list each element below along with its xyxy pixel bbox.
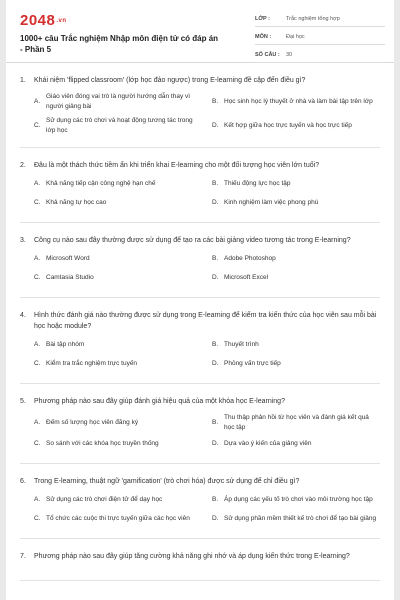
option-text: Giáo viên đóng vai trò là người hướng dẫn thay vì người giảng bài bbox=[46, 93, 191, 110]
option-text: Đếm số lượng học viên đăng ký bbox=[46, 418, 139, 426]
option-letter: A. bbox=[34, 255, 41, 263]
question-text bbox=[20, 75, 380, 86]
question-number: 4. bbox=[20, 312, 26, 319]
document-page bbox=[6, 0, 394, 600]
question-body: Phương pháp nào sau đây giúp đánh giá hiệu quả của một khóa học E-learning? bbox=[34, 398, 285, 405]
option-letter: D. bbox=[212, 199, 219, 207]
option-text: Adobe Photoshop bbox=[224, 255, 276, 263]
answer-option-a[interactable] bbox=[34, 493, 202, 507]
answer-options bbox=[20, 177, 380, 210]
question-5 bbox=[20, 396, 380, 464]
option-letter: A. bbox=[34, 341, 41, 349]
option-text: Bài tập nhóm bbox=[46, 341, 85, 349]
question-body: Khái niệm 'flipped classroom' (lớp học đảo ngược) trong E-learning đề cập đến điều gì? bbox=[34, 77, 306, 84]
question-body: Công cụ nào sau đây thường được sử dụng để tạo ra các bài giảng video tương tác trong E-learning? bbox=[34, 237, 351, 244]
meta-subject bbox=[255, 30, 385, 45]
option-text: Khả năng tự học cao bbox=[46, 199, 107, 207]
question-4 bbox=[20, 310, 380, 384]
option-text: Kết hợp giữa học trực tuyến và học trực tiếp bbox=[224, 121, 352, 129]
meta-label: LỚP : bbox=[255, 16, 270, 22]
option-letter: D. bbox=[212, 274, 219, 282]
question-7 bbox=[20, 551, 380, 581]
question-body: Đâu là một thách thức tiềm ẩn khi triển khai E-learning cho một đối tượng học viên lớn tuổi? bbox=[34, 162, 320, 169]
question-text bbox=[20, 396, 380, 407]
option-text: Microsoft Excel bbox=[224, 274, 269, 282]
option-text: Sử dụng các trò chơi và hoạt động tương tác trong lớp học bbox=[46, 117, 193, 134]
meta-count bbox=[255, 48, 385, 63]
answer-option-a[interactable] bbox=[34, 338, 202, 352]
option-text: Microsoft Word bbox=[46, 255, 90, 263]
question-list bbox=[6, 63, 394, 581]
option-letter: A. bbox=[34, 418, 41, 426]
answer-option-d[interactable] bbox=[212, 437, 380, 451]
option-letter: B. bbox=[212, 97, 219, 105]
question-number: 1. bbox=[20, 77, 26, 84]
answer-options bbox=[20, 338, 380, 371]
answer-options bbox=[20, 413, 380, 451]
answer-option-b[interactable] bbox=[212, 252, 380, 266]
meta-class bbox=[255, 12, 385, 27]
meta-value: 30 bbox=[286, 52, 293, 58]
option-text: Sử dụng phần mềm thiết kế trò chơi để tạo bài giảng bbox=[224, 515, 377, 523]
option-text: Thiếu động lực học tập bbox=[224, 180, 291, 188]
option-letter: D. bbox=[212, 440, 219, 448]
question-1 bbox=[20, 75, 380, 148]
question-3 bbox=[20, 235, 380, 298]
option-letter: C. bbox=[34, 440, 41, 448]
option-letter: B. bbox=[212, 180, 219, 188]
option-text: Dựa vào ý kiến của giảng viên bbox=[224, 440, 312, 448]
answer-option-b[interactable] bbox=[212, 92, 380, 111]
answer-option-d[interactable] bbox=[212, 271, 380, 285]
question-number: 7. bbox=[20, 553, 26, 560]
question-text bbox=[20, 235, 380, 246]
option-letter: C. bbox=[34, 274, 41, 282]
option-text: Camtasia Studio bbox=[46, 274, 94, 282]
answer-options bbox=[20, 252, 380, 285]
meta-value: Đại học bbox=[286, 34, 305, 40]
question-6 bbox=[20, 476, 380, 539]
question-number: 5. bbox=[20, 398, 26, 405]
option-letter: A. bbox=[34, 97, 41, 105]
option-text: Khả năng tiếp cận công nghệ hạn chế bbox=[46, 180, 156, 188]
answer-option-a[interactable] bbox=[34, 92, 202, 111]
answer-option-c[interactable] bbox=[34, 512, 202, 526]
option-letter: A. bbox=[34, 496, 41, 504]
option-letter: A. bbox=[34, 180, 41, 188]
question-text bbox=[20, 160, 380, 171]
option-text: Kiểm tra trắc nghiệm trực tuyến bbox=[46, 360, 138, 368]
option-text: Kinh nghiệm làm việc phong phú bbox=[224, 199, 319, 207]
answer-option-b[interactable] bbox=[212, 493, 380, 507]
question-text bbox=[20, 551, 380, 562]
answer-option-d[interactable] bbox=[212, 512, 380, 526]
option-text: So sánh với các khóa học truyền thống bbox=[46, 440, 159, 448]
option-letter: C. bbox=[34, 199, 41, 207]
answer-option-b[interactable] bbox=[212, 338, 380, 352]
answer-option-c[interactable] bbox=[34, 196, 202, 210]
option-letter: B. bbox=[212, 496, 219, 504]
option-text: Thuyết trình bbox=[224, 341, 259, 349]
option-text: Sử dụng các trò chơi điện tử để dạy học bbox=[46, 496, 163, 504]
meta-label: MÔN : bbox=[255, 34, 272, 40]
answer-option-b[interactable] bbox=[212, 177, 380, 191]
answer-option-a[interactable] bbox=[34, 413, 202, 432]
option-text: Tổ chức các cuộc thi trực tuyến giữa các học viên bbox=[46, 515, 190, 523]
option-letter: C. bbox=[34, 121, 41, 129]
question-body: Phương pháp nào sau đây giúp tăng cường khả năng ghi nhớ và áp dụng kiến thức trong E-learning? bbox=[34, 553, 350, 560]
site-logo[interactable]: 2048.vn bbox=[20, 12, 67, 29]
answer-option-d[interactable] bbox=[212, 116, 380, 135]
question-number: 3. bbox=[20, 237, 26, 244]
answer-option-a[interactable] bbox=[34, 177, 202, 191]
answer-option-d[interactable] bbox=[212, 196, 380, 210]
option-letter: B. bbox=[212, 255, 219, 263]
option-letter: D. bbox=[212, 515, 219, 523]
document-header bbox=[6, 0, 394, 63]
answer-option-c[interactable] bbox=[34, 357, 202, 371]
option-text: Áp dụng các yếu tố trò chơi vào môi trường học tập bbox=[224, 496, 373, 504]
option-text: Thu thập phản hồi từ học viên và đánh giá kết quả học tập bbox=[224, 414, 369, 431]
answer-option-c[interactable] bbox=[34, 271, 202, 285]
question-body: Hình thức đánh giá nào thường được sử dụng trong E-learning để kiểm tra kiến thức của học viên sau mỗi bài học hoặc module? bbox=[34, 312, 377, 330]
meta-label: SỐ CÂU : bbox=[255, 52, 280, 58]
answer-option-c[interactable] bbox=[34, 437, 202, 451]
question-2 bbox=[20, 160, 380, 223]
option-text: Học sinh học lý thuyết ở nhà và làm bài tập trên lớp bbox=[224, 97, 373, 105]
option-letter: D. bbox=[212, 121, 219, 129]
answer-options bbox=[20, 92, 380, 135]
answer-option-c[interactable] bbox=[34, 116, 202, 135]
question-number: 6. bbox=[20, 478, 26, 485]
document-title: 1000+ câu Trắc nghiệm Nhập môn điện tử có đáp án - Phần 5 bbox=[20, 34, 219, 54]
question-text bbox=[20, 476, 380, 487]
option-letter: B. bbox=[212, 341, 219, 349]
option-letter: C. bbox=[34, 515, 41, 523]
question-number: 2. bbox=[20, 162, 26, 169]
document-meta bbox=[255, 12, 385, 66]
question-body: Trong E-learning, thuật ngữ 'gamification' (trò chơi hóa) được sử dụng để chỉ điều gì? bbox=[34, 478, 300, 485]
option-text: Phỏng vấn trực tiếp bbox=[224, 360, 281, 368]
meta-value: Trắc nghiệm tổng hợp bbox=[286, 16, 340, 22]
answer-option-d[interactable] bbox=[212, 357, 380, 371]
answer-option-a[interactable] bbox=[34, 252, 202, 266]
answer-option-b[interactable] bbox=[212, 413, 380, 432]
answer-options bbox=[20, 493, 380, 526]
option-letter: C. bbox=[34, 360, 41, 368]
option-letter: B. bbox=[212, 418, 219, 426]
question-text bbox=[20, 310, 380, 332]
option-letter: D. bbox=[212, 360, 219, 368]
